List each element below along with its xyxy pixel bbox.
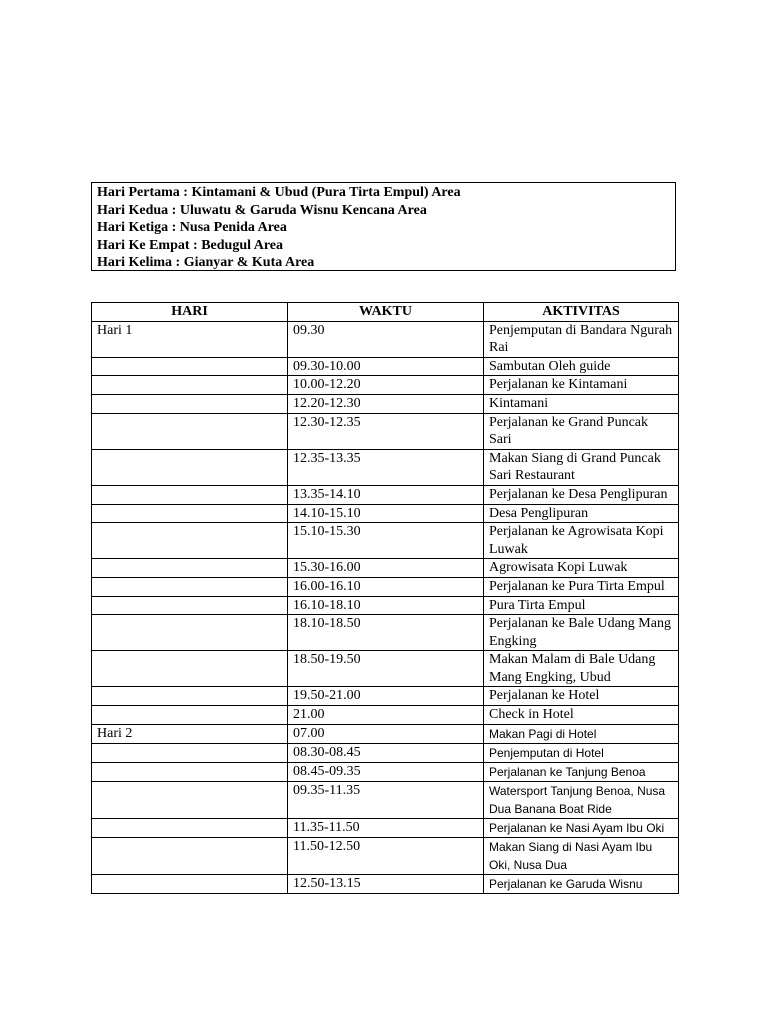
table-row [92, 596, 679, 615]
activity-cell: Makan Pagi di Hotel [484, 724, 679, 743]
header-aktivitas: AKTIVITAS [484, 303, 679, 322]
time-cell: 18.10-18.50 [288, 615, 484, 651]
time-cell: 12.30-12.35 [288, 413, 484, 449]
activity-cell: Perjalanan ke Garuda Wisnu [484, 874, 679, 893]
activity-cell: Perjalanan ke Nasi Ayam Ibu Oki [484, 818, 679, 837]
table-row [92, 357, 679, 376]
time-cell: 15.30-16.00 [288, 559, 484, 578]
table-row [92, 818, 679, 837]
day-cell [92, 504, 288, 523]
table-row [92, 413, 679, 449]
day-summary-box [91, 182, 676, 271]
activity-cell: Perjalanan ke Pura Tirta Empul [484, 577, 679, 596]
table-row [92, 615, 679, 651]
activity-cell: Makan Siang di Grand Puncak Sari Restaurant [484, 449, 679, 485]
table-row [92, 559, 679, 578]
activity-cell: Perjalanan ke Grand Puncak Sari [484, 413, 679, 449]
time-cell: 12.50-13.15 [288, 874, 484, 893]
day-cell [92, 559, 288, 578]
day-cell [92, 615, 288, 651]
table-row [92, 376, 679, 395]
day-cell [92, 413, 288, 449]
table-row [92, 449, 679, 485]
day-cell [92, 577, 288, 596]
header-hari: HARI [92, 303, 288, 322]
summary-line-day-4: Hari Ke Empat : Bedugul Area [97, 237, 284, 253]
time-cell: 15.10-15.30 [288, 523, 484, 559]
activity-cell: Desa Penglipuran [484, 504, 679, 523]
time-cell: 08.30-08.45 [288, 743, 484, 762]
time-cell: 21.00 [288, 706, 484, 725]
activity-cell: Perjalanan ke Desa Penglipuran [484, 485, 679, 504]
itinerary-table [91, 302, 679, 894]
day-cell: Hari 1 [92, 321, 288, 357]
day-cell [92, 837, 288, 874]
time-cell: 12.20-12.30 [288, 394, 484, 413]
itinerary-table-body [92, 321, 679, 893]
time-cell: 09.30 [288, 321, 484, 357]
time-cell: 16.10-18.10 [288, 596, 484, 615]
table-row [92, 504, 679, 523]
day-cell [92, 596, 288, 615]
activity-cell: Perjalanan ke Tanjung Benoa [484, 762, 679, 781]
activity-cell: Sambutan Oleh guide [484, 357, 679, 376]
table-row [92, 724, 679, 743]
summary-line-day-1: Hari Pertama : Kintamani & Ubud (Pura Tirta Empul) Area [97, 185, 461, 200]
table-row [92, 762, 679, 781]
activity-cell: Makan Malam di Bale Udang Mang Engking, Ubud [484, 651, 679, 687]
summary-line-day-3: Hari Ketiga : Nusa Penida Area [97, 220, 287, 236]
header-waktu: WAKTU [288, 303, 484, 322]
table-row [92, 485, 679, 504]
table-row [92, 687, 679, 706]
time-cell: 09.30-10.00 [288, 357, 484, 376]
time-cell: 08.45-09.35 [288, 762, 484, 781]
activity-cell: Makan Siang di Nasi Ayam Ibu Oki, Nusa Dua [484, 837, 679, 874]
day-cell [92, 651, 288, 687]
day-cell [92, 762, 288, 781]
table-row [92, 837, 679, 874]
activity-cell: Check in Hotel [484, 706, 679, 725]
table-row [92, 523, 679, 559]
day-cell [92, 449, 288, 485]
time-cell: 18.50-19.50 [288, 651, 484, 687]
table-row [92, 874, 679, 893]
table-row [92, 743, 679, 762]
day-cell [92, 706, 288, 725]
activity-cell: Perjalanan ke Bale Udang Mang Engking [484, 615, 679, 651]
day-cell [92, 376, 288, 395]
day-cell [92, 687, 288, 706]
day-cell [92, 818, 288, 837]
summary-line-day-2: Hari Kedua : Uluwatu & Garuda Wisnu Kencana Area [97, 202, 427, 218]
time-cell: 11.35-11.50 [288, 818, 484, 837]
time-cell: 07.00 [288, 724, 484, 743]
activity-cell: Perjalanan ke Kintamani [484, 376, 679, 395]
day-cell [92, 743, 288, 762]
time-cell: 10.00-12.20 [288, 376, 484, 395]
time-cell: 13.35-14.10 [288, 485, 484, 504]
time-cell: 09.35-11.35 [288, 781, 484, 818]
table-row [92, 321, 679, 357]
time-cell: 16.00-16.10 [288, 577, 484, 596]
table-row [92, 651, 679, 687]
day-cell [92, 394, 288, 413]
table-header-row [92, 303, 679, 322]
table-row [92, 781, 679, 818]
activity-cell: Penjemputan di Hotel [484, 743, 679, 762]
time-cell: 11.50-12.50 [288, 837, 484, 874]
activity-cell: Agrowisata Kopi Luwak [484, 559, 679, 578]
day-cell [92, 485, 288, 504]
time-cell: 12.35-13.35 [288, 449, 484, 485]
activity-cell: Perjalanan ke Agrowisata Kopi Luwak [484, 523, 679, 559]
activity-cell: Perjalanan ke Hotel [484, 687, 679, 706]
activity-cell: Penjemputan di Bandara Ngurah Rai [484, 321, 679, 357]
day-cell [92, 357, 288, 376]
time-cell: 19.50-21.00 [288, 687, 484, 706]
activity-cell: Watersport Tanjung Benoa, Nusa Dua Banana Boat Ride [484, 781, 679, 818]
activity-cell: Pura Tirta Empul [484, 596, 679, 615]
summary-line-day-5: Hari Kelima : Gianyar & Kuta Area [97, 255, 315, 271]
table-row [92, 394, 679, 413]
table-row [92, 706, 679, 725]
activity-cell: Kintamani [484, 394, 679, 413]
day-cell [92, 781, 288, 818]
day-cell [92, 523, 288, 559]
day-cell [92, 874, 288, 893]
time-cell: 14.10-15.10 [288, 504, 484, 523]
day-cell: Hari 2 [92, 724, 288, 743]
table-row [92, 577, 679, 596]
